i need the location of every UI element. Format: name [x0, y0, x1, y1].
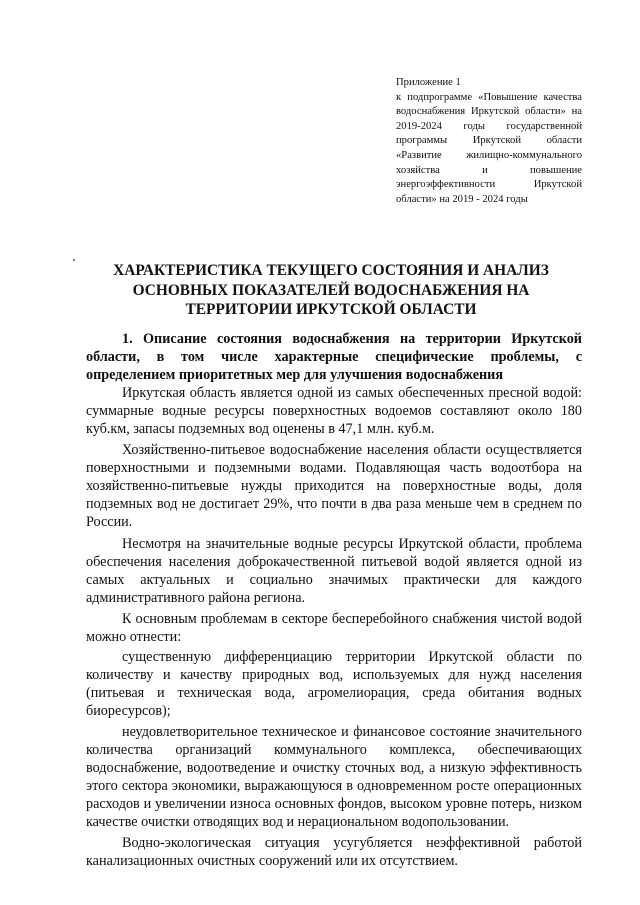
- document-title: ХАРАКТЕРИСТИКА ТЕКУЩЕГО СОСТОЯНИЯ И АНАЛИЗ ОСНОВНЫХ ПОКАЗАТЕЛЕЙ ВОДОСНАБЖЕНИЯ НА ТЕРРИТОРИИ ИРКУТСКОЙ ОБЛАСТИ: [113, 262, 549, 318]
- section-heading: 1. Описание состояния водоснабжения на территории Иркутской области, в том числе характерные специфические проблемы, с определением приоритетных мер для улучшения водоснабжения: [86, 331, 582, 383]
- appendix-body: к подпрограмме «Повышение качества водоснабжения Иркутской области» на 2019-2024 годы государственной программы Иркутской области «Развитие жилищно-коммунального хозяйства и повышение энергоэффективности Иркутской области» на 2019 - 2024 годы: [396, 91, 582, 205]
- paragraph-7: Водно-экологическая ситуация усугубляется неэффективной работой канализационных очистных сооружений или их отсутствием.: [86, 835, 582, 870]
- appendix-block: [396, 76, 582, 207]
- paragraph-4: К основным проблемам в секторе бесперебойного снабжения чистой водой можно отнести:: [86, 610, 582, 645]
- section-1: [86, 331, 582, 871]
- scan-speck: [73, 259, 75, 261]
- paragraph-2: Хозяйственно-питьевое водоснабжение населения области осуществляется поверхностными и подземными водами. Подавляющая часть водоотбора на хозяйственно-питьевые нужды приходится на поверхностные воды, доля подземных вод не достигает 29%, что почти в два раза меньше чем в среднем по России.: [86, 442, 582, 531]
- paragraph-3: Несмотря на значительные водные ресурсы Иркутской области, проблема обеспечения населения доброкачественной питьевой водой является одной из самых актуальных и социально значимых практически для каждого административного района региона.: [86, 535, 582, 606]
- paragraph-1: Иркутская область является одной из самых обеспеченных пресной водой: суммарные водные ресурсы поверхностных водоемов составляют около 180 куб.км, запасы подземных вод оценены в 47,1 млн. куб.м.: [86, 384, 582, 437]
- paragraph-5: существенную дифференциацию территории Иркутской области по количеству и качеству природных вод, используемых для нужд населения (питьевая и техническая вода, агромелиорация, среда обитания водных биоресурсов);: [86, 649, 582, 720]
- paragraph-6: неудовлетворительное техническое и финансовое состояние значительного количества организаций коммунального комплекса, обеспечивающих водоснабжение, водоотведение и очистку сточных вод, а низкую эффективность этого сектора экономики, выражающуюся в одновременном росте операционных расходов и увеличении износа основных фондов, высоком уровне потерь, низком качестве очистки отводящих вод и нерациональном водопользовании.: [86, 724, 582, 830]
- appendix-title: Приложение 1: [396, 77, 461, 88]
